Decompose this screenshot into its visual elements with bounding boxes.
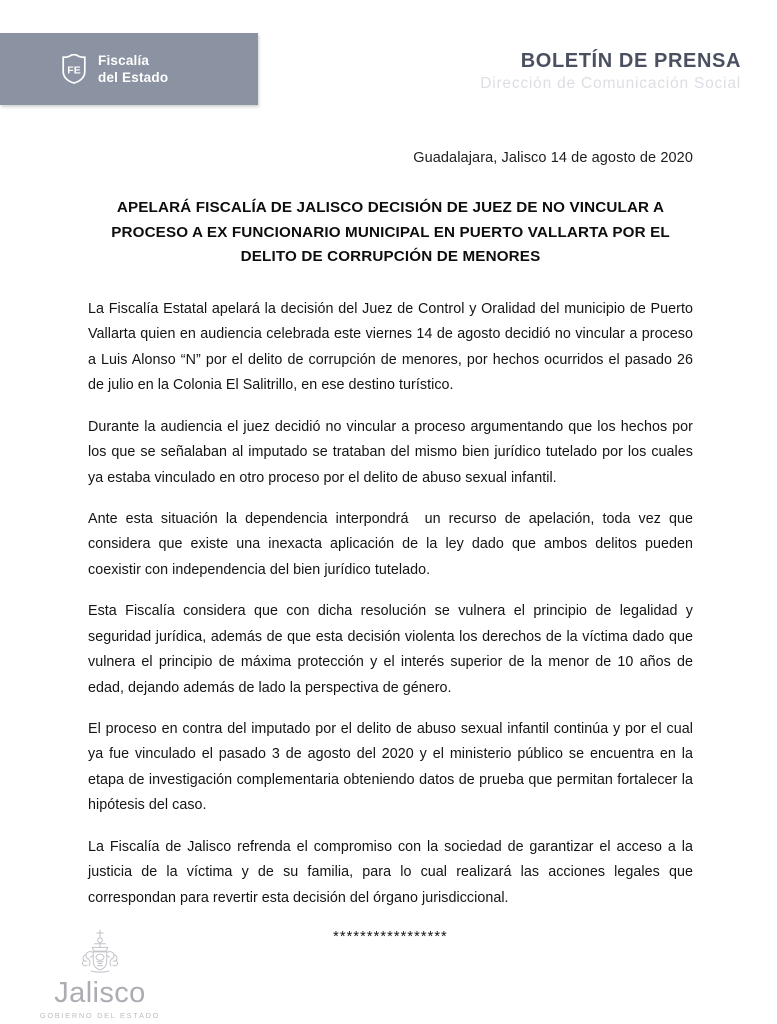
body-paragraph: Ante esta situación la dependencia interpondrá un recurso de apelación, toda vez que considera que existe una inexacta aplicación de la ley dado que ambos delitos pueden coexistir con independencia del bien jurídico tutelado. — [88, 510, 698, 578]
masthead — [480, 50, 741, 92]
body-paragraph: La Fiscalía Estatal apelará la decisión del Juez de Control y Oralidad del municipio de Puerto Vallarta quien en audiencia celebrada este viernes 14 de agosto decidió no vincular a proceso a Luis Alonso “N” por el delito de corrupción de menores, por hechos ocurridos el pasado 26 de julio en la Colonia El Salitrillo, en ese destino turístico. — [88, 300, 698, 394]
page-title: APELARÁ FISCALÍA DE JALISCO DECISIÓN DE JUEZ DE NO VINCULAR A PROCESO A EX FUNCIONARIO MUNICIPAL EN PUERTO VALLARTA POR EL DELITO DE CORRUPCIÓN DE MENORES — [111, 199, 670, 266]
brand-line-1: Fiscalía — [98, 52, 150, 68]
jalisco-coat-of-arms-icon — [73, 929, 127, 981]
fiscalia-brand-banner — [0, 33, 258, 105]
fiscalia-shield-icon — [60, 53, 88, 85]
body-paragraph: El proceso en contra del imputado por el delito de abuso sexual infantil continúa y por el cual ya fue vinculado el pasado 3 de agosto del 2020 y el ministerio público se encuentra en la etapa de investigación complementaria obteniendo datos de prueba que permitan fortalecer la hipótesis del caso. — [88, 721, 698, 814]
masthead-title: BOLETÍN DE PRENSA — [520, 50, 741, 72]
svg-text:FE: FE — [67, 64, 81, 77]
footer-state-name: Jalisco — [54, 977, 146, 1009]
page-header — [0, 0, 777, 120]
brand-line-2: del Estado — [98, 70, 169, 85]
document-content — [88, 150, 698, 946]
dateline: Guadalajara, Jalisco 14 de agosto de 2020 — [413, 150, 693, 166]
body-paragraph: Durante la audiencia el juez decidió no vincular a proceso argumentando que los hechos por los que se señalaban al imputado se trataban del mismo bien jurídico tutelado por los cuales ya estaba vinculado en otro proceso por el delito de abuso sexual infantil. — [88, 418, 698, 486]
jalisco-footer-logo — [30, 929, 170, 1020]
brand-lockup — [60, 52, 168, 87]
footer-state-subtitle: GOBIERNO DEL ESTADO — [39, 1011, 161, 1020]
masthead-subtitle: Dirección de Comunicación Social — [480, 75, 741, 92]
body-paragraph: La Fiscalía de Jalisco refrenda el compromiso con la sociedad de garantizar el acceso a la justicia de la víctima y de su familia, para lo cual realizará las acciones legales que correspondan para revertir esta decisión del órgano jurisdiccional. — [88, 838, 698, 906]
asterisk-separator: ***************** — [333, 929, 448, 946]
brand-text-block — [98, 52, 168, 87]
body-paragraphs — [88, 297, 698, 911]
body-paragraph: Esta Fiscalía considera que con dicha resolución se vulnera el principio de legalidad y seguridad jurídica, además de que esta decisión violenta los derechos de la víctima dado que vulnera el principio de máxima protección y el interés superior de la menor de 10 años de edad, dejando además de lado la perspectiva de género. — [88, 603, 698, 696]
